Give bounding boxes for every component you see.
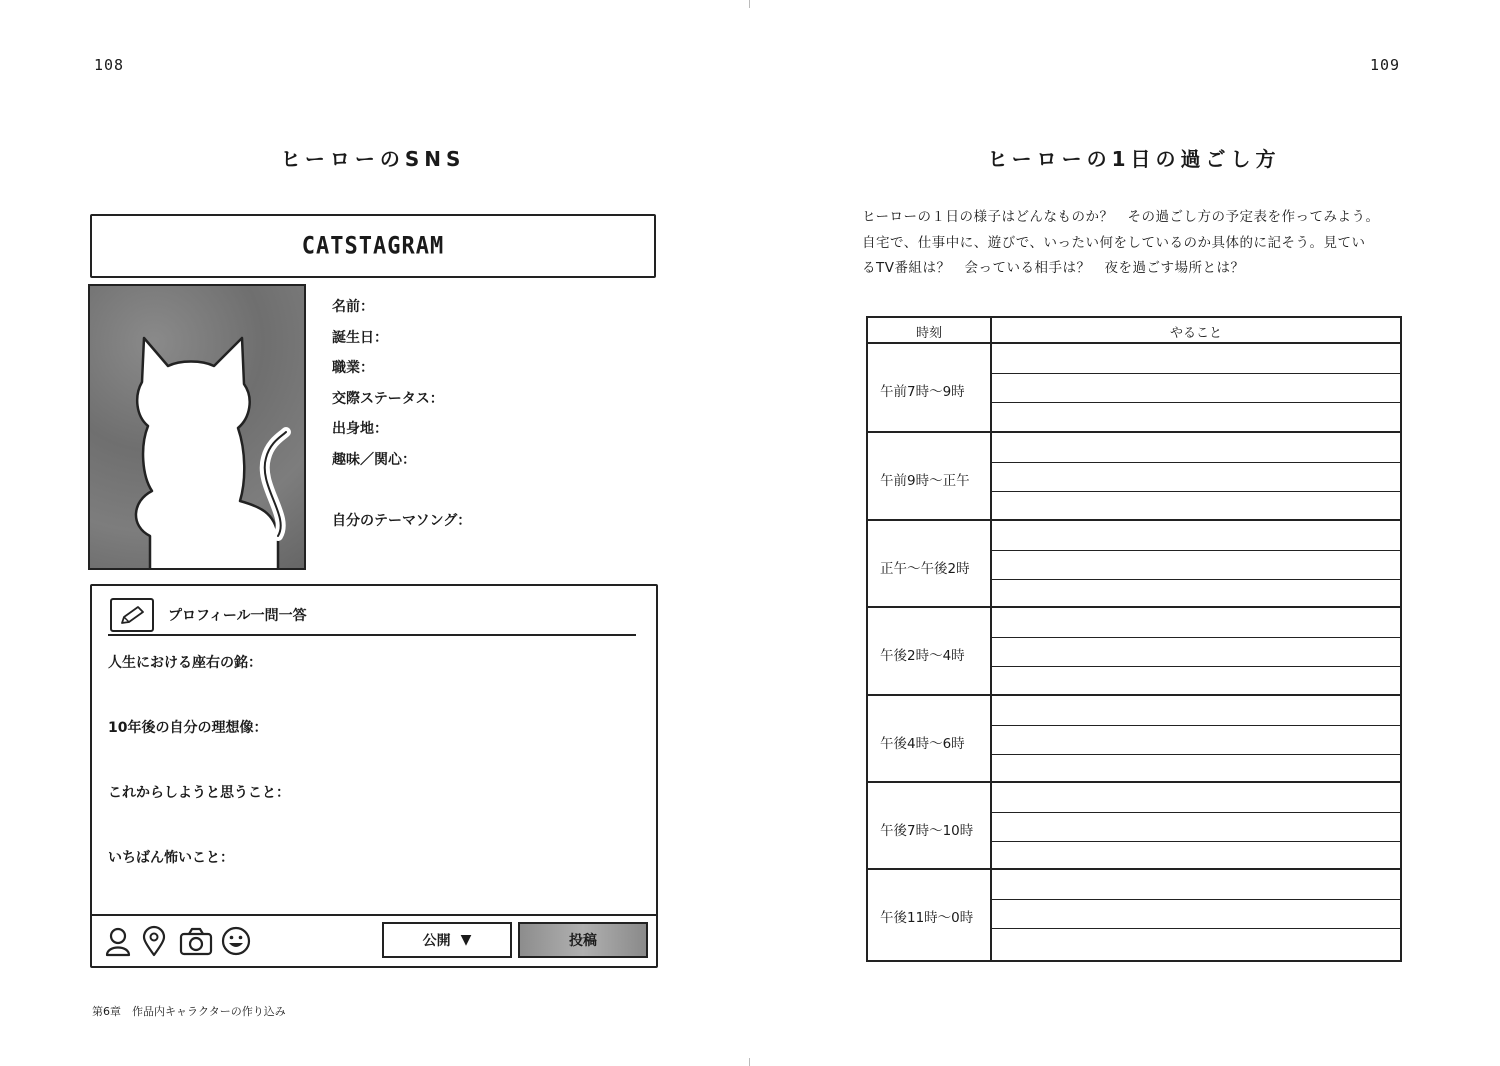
post-button[interactable] xyxy=(518,922,648,958)
page-number-right: 109 xyxy=(1370,56,1401,74)
intro-text xyxy=(862,205,1432,282)
field-interests: 趣味／関心： xyxy=(332,451,416,468)
visibility-dropdown[interactable] xyxy=(382,922,512,958)
field-name: 名前： xyxy=(332,299,374,315)
smiley-icon[interactable] xyxy=(220,925,252,957)
writing-line xyxy=(992,928,1400,929)
brand-name: CATSTAGRAM xyxy=(301,232,445,260)
schedule-row xyxy=(868,344,1400,431)
field-theme-song: 自分のテーマソング： xyxy=(332,512,472,529)
writing-line xyxy=(992,841,1400,842)
writing-line xyxy=(992,373,1400,374)
writing-line xyxy=(992,812,1400,813)
question-motto: 人生における座右の銘： xyxy=(108,655,262,671)
camera-icon[interactable] xyxy=(178,925,214,957)
dropdown-arrow-icon: ▼ xyxy=(460,932,472,948)
writing-line xyxy=(992,666,1400,667)
schedule-row xyxy=(868,868,1400,955)
writing-line xyxy=(992,579,1400,580)
time-slot-label: 午後4時～6時 xyxy=(880,735,965,752)
writing-line xyxy=(992,491,1400,492)
chapter-footer: 第6章 作品内キャラクターの作り込み xyxy=(92,1005,286,1018)
page-title-right: ヒーローの1日の過ごし方 xyxy=(987,147,1281,171)
field-occupation: 職業： xyxy=(332,360,374,376)
visibility-label: 公開 xyxy=(422,933,451,949)
page-number-left: 108 xyxy=(94,56,125,74)
schedule-row xyxy=(868,519,1400,606)
qa-header xyxy=(110,598,307,632)
post-label: 投稿 xyxy=(569,933,597,949)
post-toolbar xyxy=(92,914,656,966)
time-slot-label: 午後11時～0時 xyxy=(880,910,974,927)
schedule-row xyxy=(868,781,1400,868)
time-slot-label: 午後2時～4時 xyxy=(880,648,965,665)
writing-line xyxy=(992,402,1400,403)
qa-header-label: プロフィール一問一答 xyxy=(168,608,307,624)
question-plans: これからしようと思うこと： xyxy=(108,785,290,801)
intro-line: 自宅で、仕事中に、遊びで、いったい何をしているのか具体的に記そう。見てい xyxy=(862,234,1366,251)
qa-panel xyxy=(90,584,658,968)
brand-banner xyxy=(90,214,656,278)
writing-line xyxy=(992,899,1400,900)
crop-mark-top xyxy=(749,0,750,8)
location-pin-icon[interactable] xyxy=(138,925,170,957)
schedule-row xyxy=(868,694,1400,781)
header-todo: やること xyxy=(1169,326,1222,341)
schedule-header xyxy=(868,318,1400,344)
writing-line xyxy=(992,725,1400,726)
writing-line xyxy=(992,462,1400,463)
time-slot-label: 午前9時～正午 xyxy=(880,473,970,490)
writing-line xyxy=(992,550,1400,551)
time-slot-label: 正午～午後2時 xyxy=(880,560,970,577)
cat-silhouette-icon xyxy=(90,286,306,570)
divider xyxy=(108,634,636,636)
page-title-left: ヒーローのSNS xyxy=(280,147,466,171)
profile-photo xyxy=(88,284,306,570)
schedule-row xyxy=(868,606,1400,693)
question-future-self: 10年後の自分の理想像： xyxy=(108,720,268,736)
question-list xyxy=(108,652,290,912)
time-slot-label: 午前7時～9時 xyxy=(880,384,965,400)
time-slot-label: 午後7時～10時 xyxy=(880,823,974,839)
writing-line xyxy=(992,637,1400,638)
field-hometown: 出身地： xyxy=(332,421,388,437)
writing-line xyxy=(992,754,1400,755)
person-icon[interactable] xyxy=(102,925,134,957)
schedule-row xyxy=(868,431,1400,518)
intro-line: るTV番組は？ 会っている相手は？ 夜を過ごす場所とは？ xyxy=(862,260,1245,276)
profile-fields xyxy=(332,296,471,540)
intro-line: ヒーローの１日の様子はどんなものか？ その過ごし方の予定表を作ってみよう。 xyxy=(862,209,1380,225)
pencil-icon xyxy=(110,598,154,632)
crop-mark-bottom xyxy=(749,1058,750,1066)
question-fears: いちばん怖いこと： xyxy=(108,850,234,866)
field-relationship: 交際ステータス： xyxy=(332,390,444,407)
field-birthday: 誕生日： xyxy=(332,329,388,346)
schedule-table xyxy=(866,316,1402,962)
header-time: 時刻 xyxy=(915,326,942,341)
field-spacer xyxy=(332,479,471,510)
